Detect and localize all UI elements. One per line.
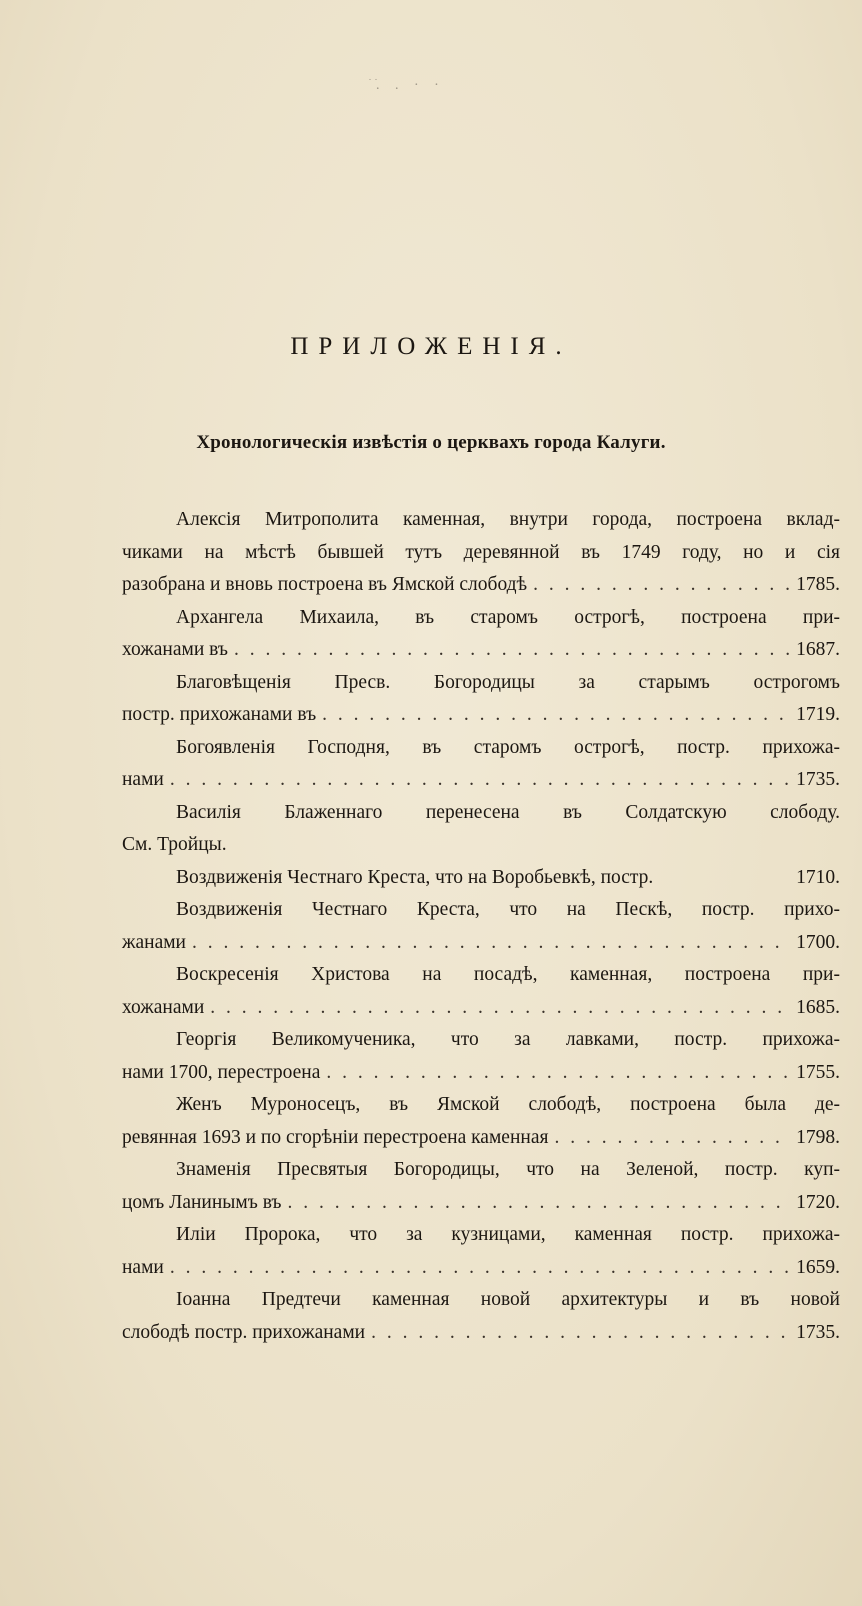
entry-year: 1785. [796, 574, 840, 595]
entry-text: нами 1700, перестроена [122, 1061, 321, 1083]
entry-line: Архангела Михаила, въ старомъ острогѣ, построена при- [176, 606, 840, 628]
entry-year: 1659. [796, 1256, 840, 1278]
entry-last-line [122, 764, 840, 797]
list-item [122, 504, 840, 602]
entry-year: 1719. [796, 704, 840, 725]
dot-leader [288, 1187, 791, 1220]
page-header-mark: ׁ.ׁ . · · [370, 78, 445, 93]
entry-line: Алексія Митрополита каменная, внутри города, построена вклад- [176, 509, 840, 530]
entry-year: 1687. [796, 639, 840, 660]
list-item [122, 1284, 840, 1349]
entry-text: ревянная 1693 и по сгорѣніи перестроена каменная [122, 1126, 549, 1148]
entry-line: Георгія Великомученика, что за лавками, постр. прихожа- [176, 1029, 840, 1050]
dot-leader [371, 1317, 790, 1350]
entry-text: хожанами въ [122, 639, 228, 660]
entry-line: Воскресенія Христова на посадѣ, каменная, построена при- [176, 964, 840, 985]
entry-last-line [122, 992, 840, 1025]
entry-text: слободѣ постр. прихожанами [122, 1321, 366, 1343]
entry-year: 1735. [796, 1321, 840, 1343]
list-item [122, 797, 840, 862]
entry-text: См. Тройцы. [122, 834, 227, 855]
list-item [122, 602, 840, 667]
entry-last-line [122, 862, 840, 895]
entry-text: нами [122, 769, 164, 790]
entry-line: Іоанна Предтечи каменная новой архитектуры и въ новой [176, 1289, 840, 1310]
entry-year: 1700. [796, 931, 840, 953]
list-item [122, 862, 840, 895]
entry-last-line [122, 927, 840, 960]
list-item [122, 1089, 840, 1154]
entry-line: Василія Блаженнаго перенесена въ Солдатскую слободу. [176, 801, 840, 823]
subtitle: Хронологическія извѣстія о церквахъ города Калуги. [196, 432, 666, 453]
dot-leader [322, 699, 790, 732]
section-title: ПРИЛОЖЕНІЯ. [290, 333, 572, 360]
entry-year: 1710. [796, 866, 840, 888]
dot-leader [192, 927, 790, 960]
dot-leader [170, 764, 790, 797]
entry-last-line [122, 829, 840, 862]
entry-year: 1755. [796, 1061, 840, 1083]
entry-line: Воздвиженія Честнаго Креста, что на Пескѣ, постр. прихо- [176, 899, 840, 920]
entry-line: Женъ Муроносецъ, въ Ямской слободѣ, построена была де- [176, 1094, 840, 1115]
dot-leader [533, 569, 790, 602]
list-item [122, 894, 840, 959]
entry-last-line [122, 1057, 840, 1090]
entry-last-line [122, 1317, 840, 1350]
entry-text: Воздвиженія Честнаго Креста, что на Воробьевкѣ, постр. [176, 866, 654, 888]
list-item [122, 667, 840, 732]
entry-line: Знаменія Пресвятыя Богородицы, что на Зеленой, постр. куп- [176, 1159, 840, 1180]
entry-year: 1798. [796, 1126, 840, 1148]
entry-year: 1735. [796, 769, 840, 790]
dot-leader [210, 992, 790, 1025]
dot-leader [326, 1057, 790, 1090]
entry-text: нами [122, 1256, 164, 1278]
entry-text: постр. прихожанами въ [122, 704, 317, 725]
entry-line: Богоявленія Господня, въ старомъ острогѣ, постр. прихожа- [176, 736, 840, 758]
church-entries-list [122, 504, 840, 1349]
entry-line: чиками на мѣстѣ бывшей тутъ деревянной въ 1749 году, но и сія [122, 541, 840, 563]
entry-last-line [122, 634, 840, 667]
entry-text: цомъ Ланинымъ въ [122, 1191, 282, 1213]
list-item [122, 959, 840, 1024]
entry-year: 1720. [796, 1191, 840, 1213]
entry-last-line [122, 1187, 840, 1220]
entry-line: Благовѣщенія Пресв. Богородицы за старымъ острогомъ [176, 671, 840, 693]
list-item [122, 1154, 840, 1219]
entry-last-line [122, 699, 840, 732]
entry-text: хожанами [122, 996, 205, 1018]
list-item [122, 732, 840, 797]
dot-leader [554, 1122, 790, 1155]
entry-last-line [122, 1122, 840, 1155]
list-item [122, 1024, 840, 1089]
list-item [122, 1219, 840, 1284]
entry-year: 1685. [796, 996, 840, 1018]
entry-text: жанами [122, 931, 186, 953]
entry-line: Иліи Пророка, что за кузницами, каменная постр. прихожа- [176, 1224, 840, 1245]
entry-text: разобрана и вновь построена въ Ямской слободѣ [122, 574, 528, 595]
entry-last-line [122, 1252, 840, 1285]
entry-last-line [122, 569, 840, 602]
dot-leader [170, 1252, 790, 1285]
dot-leader [234, 634, 790, 667]
